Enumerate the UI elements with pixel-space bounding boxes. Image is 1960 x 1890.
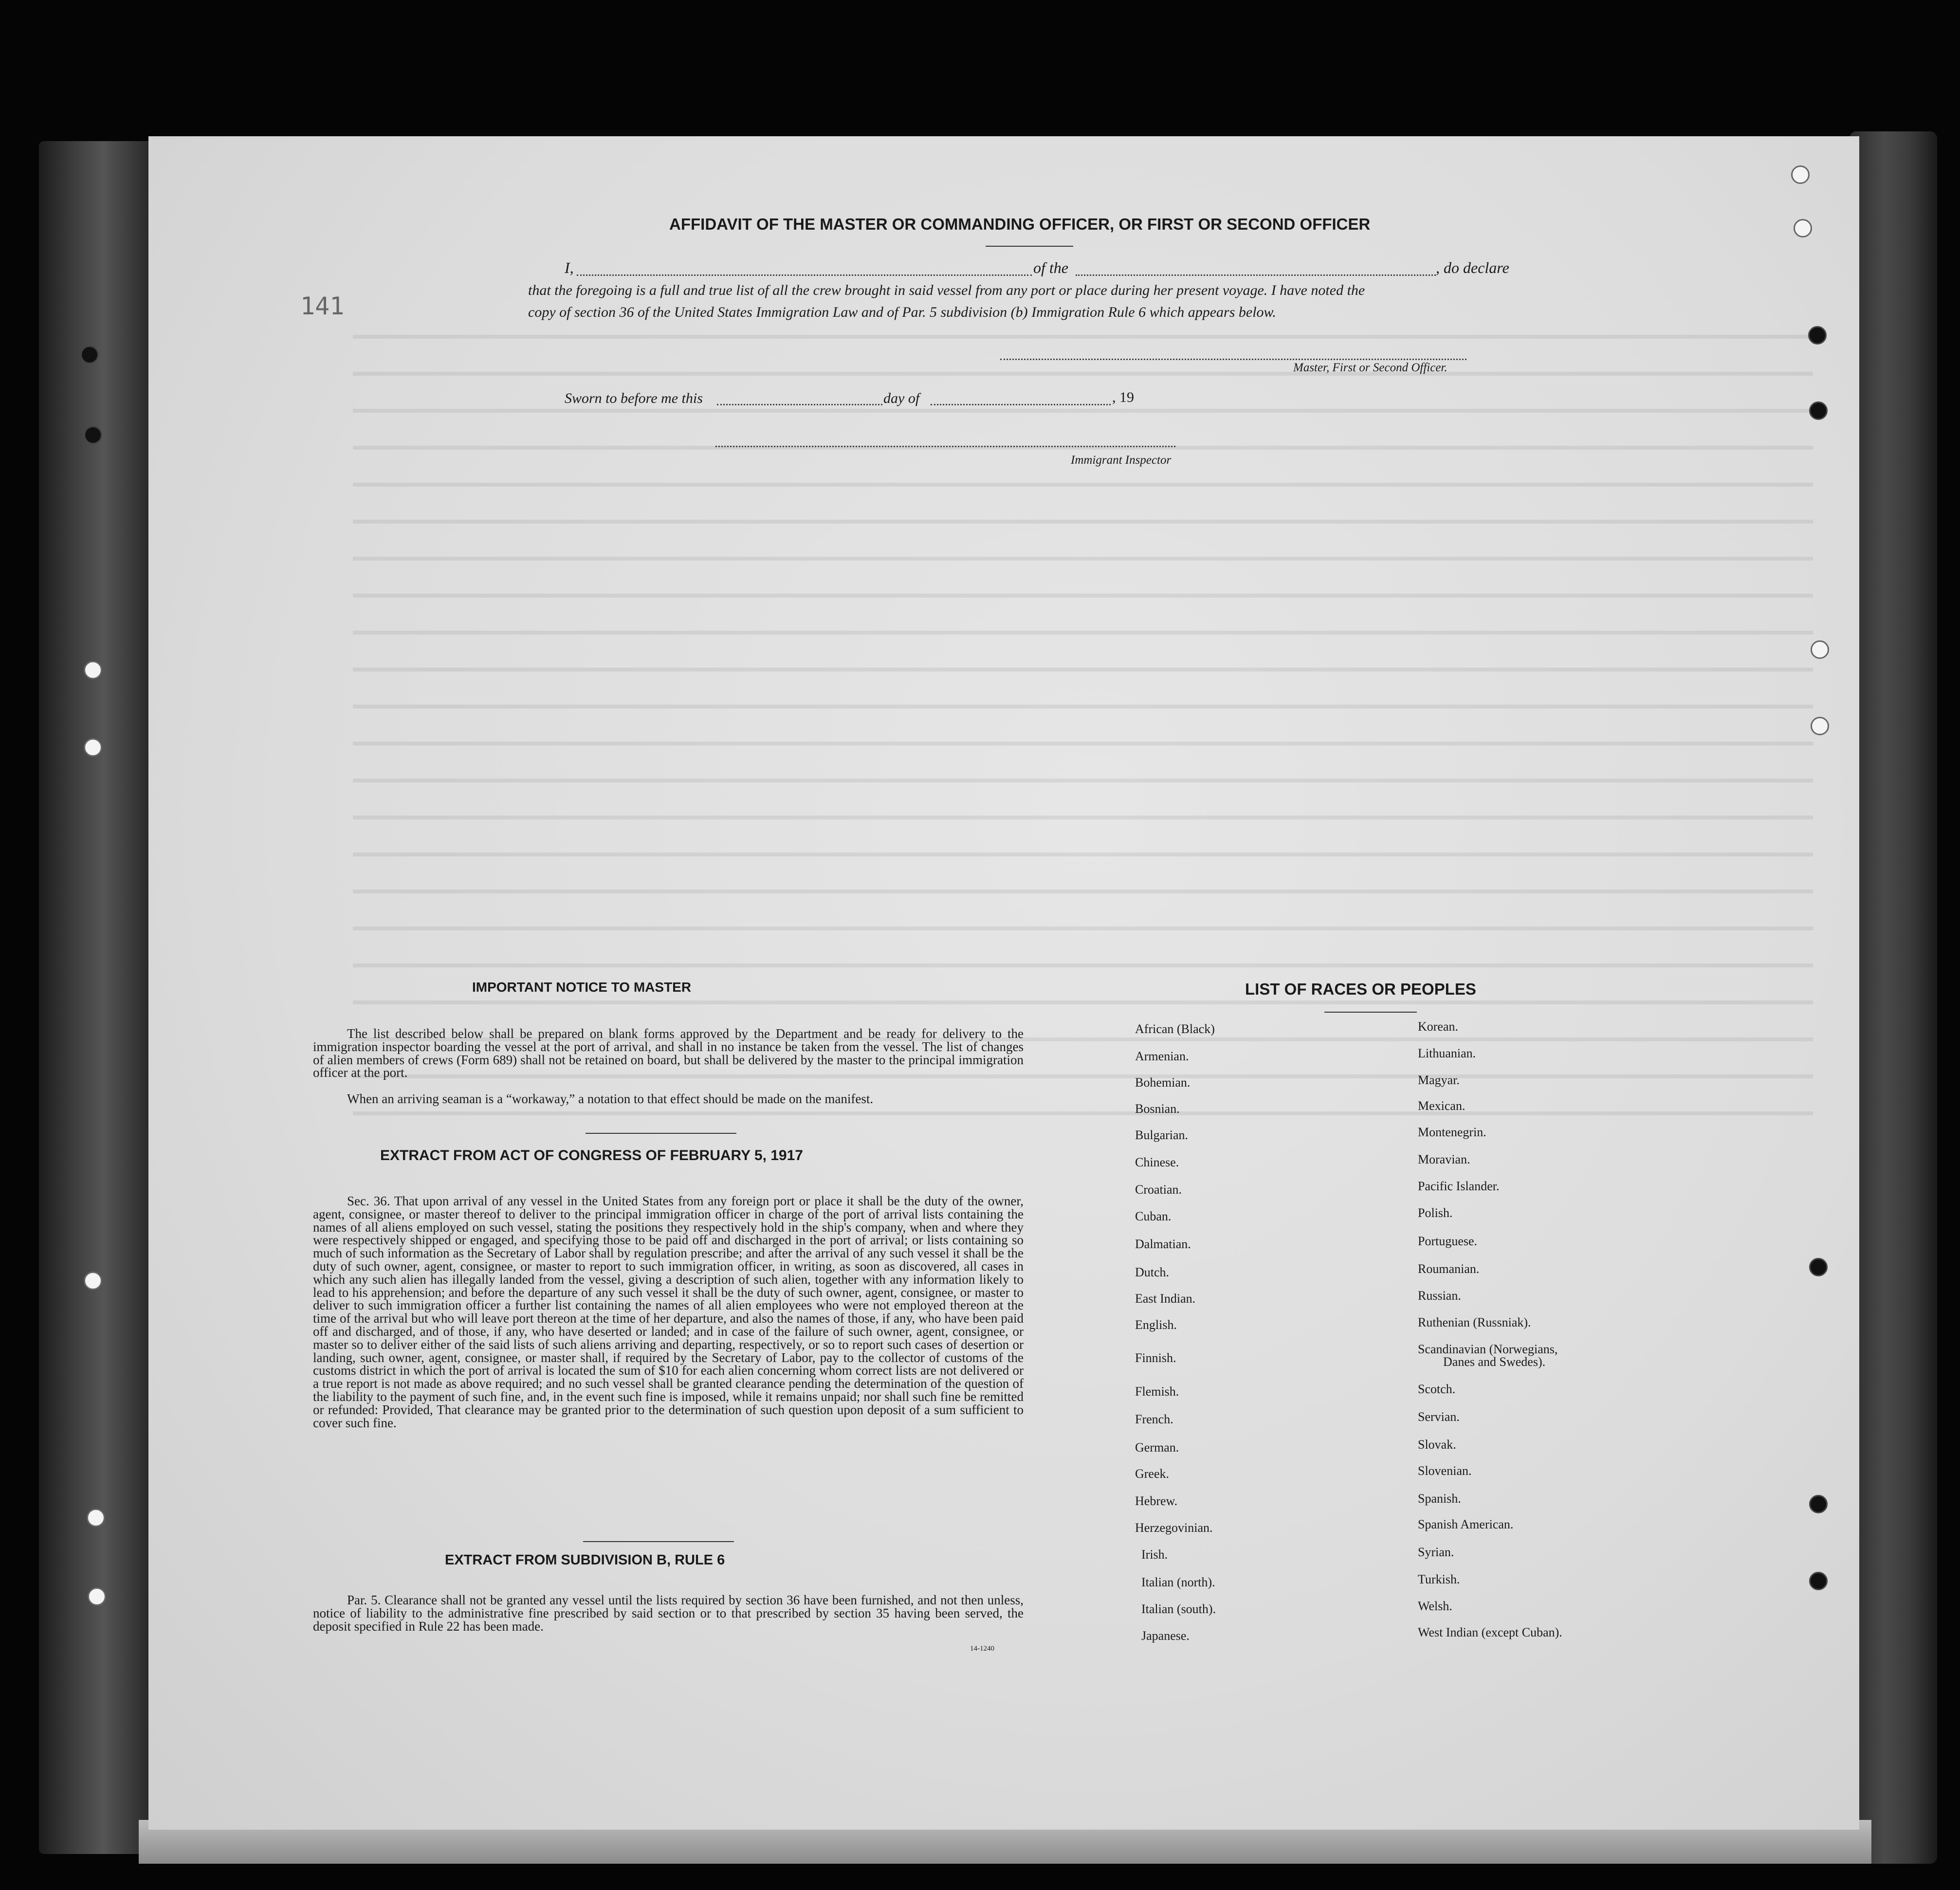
form-number: 14-1240 xyxy=(970,1645,994,1653)
race-item: Scandinavian (Norwegians, xyxy=(1418,1342,1558,1356)
race-item: Danes and Swedes). xyxy=(1443,1355,1546,1369)
race-item: German. xyxy=(1135,1440,1179,1454)
inspector-label: Immigrant Inspector xyxy=(1071,454,1172,467)
binder-hole xyxy=(80,345,99,364)
race-item: Irish. xyxy=(1141,1547,1168,1562)
rule-title: EXTRACT FROM SUBDIVISION B, RULE 6 xyxy=(445,1552,725,1568)
bleed-through-lines xyxy=(353,302,1813,1129)
race-item: Russian. xyxy=(1418,1289,1461,1303)
race-item: Herzegovinian. xyxy=(1135,1521,1213,1535)
binder-right-edge xyxy=(1850,131,1937,1864)
notice-para-2: When an arriving seaman is a “workaway,” a notation to that effect should be made on the manifest. xyxy=(347,1091,874,1106)
year-text: , 19 xyxy=(1112,389,1134,405)
race-item: Pacific Islander. xyxy=(1418,1179,1500,1193)
notice-para-1: The list described below shall be prepared on blank forms approved by the Department and be ready for delivery to the immigration inspector boarding the vessel at the port of arrival, and shall in no instance be taken from the vessel. The list of changes of alien members of crews (Form 689) shall not be retained on board, but shall be delivered by the master to the principal immigration officer at the port. xyxy=(313,1026,1024,1080)
race-item: Italian (south). xyxy=(1141,1602,1216,1616)
section-divider xyxy=(586,1133,736,1134)
race-item: Turkish. xyxy=(1418,1572,1460,1586)
race-item: Magyar. xyxy=(1418,1073,1460,1087)
rule-text: Par. 5. Clearance shall not be granted any vessel until the lists required by section 36 have been furnished, and not then unless, notice of liability to the administrative fine prescribed by said section or to that prescribed by section 35 having been served, the deposit specified in Rule 22 has been made. xyxy=(313,1593,1024,1634)
race-item: Spanish American. xyxy=(1418,1517,1514,1531)
binder-hole xyxy=(1809,1495,1828,1513)
race-item: Greek. xyxy=(1135,1467,1170,1481)
race-item: Moravian. xyxy=(1418,1152,1470,1166)
race-item: Mexican. xyxy=(1418,1099,1465,1113)
race-item: Croatian. xyxy=(1135,1182,1182,1197)
races-title: LIST OF RACES OR PEOPLES xyxy=(1245,980,1476,998)
race-item: Syrian. xyxy=(1418,1545,1454,1559)
binder-hole xyxy=(84,738,102,757)
race-item: Ruthenian (Russniak). xyxy=(1418,1315,1531,1329)
binder-hole xyxy=(1809,1258,1828,1276)
race-item: Finnish. xyxy=(1135,1351,1176,1365)
inspector-signature-line xyxy=(715,446,1175,447)
master-label: Master, First or Second Officer. xyxy=(1293,361,1447,374)
race-item: Spanish. xyxy=(1418,1491,1461,1506)
race-item: Slovenian. xyxy=(1418,1464,1472,1478)
sworn-month-blank xyxy=(931,404,1111,405)
race-item: Lithuanian. xyxy=(1418,1046,1476,1060)
race-item: Chinese. xyxy=(1135,1155,1179,1169)
race-item: Servian. xyxy=(1418,1410,1460,1424)
handwritten-page-number: 141 xyxy=(300,292,345,320)
binder-hole xyxy=(1809,401,1828,420)
affidavit-title: AFFIDAVIT OF THE MASTER OR COMMANDING OFFICER, OR FIRST OR SECOND OFFICER xyxy=(669,215,1371,233)
race-item: East Indian. xyxy=(1135,1291,1196,1306)
binder-hole xyxy=(1794,219,1812,237)
notice-title: IMPORTANT NOTICE TO MASTER xyxy=(472,980,692,995)
race-item: Polish. xyxy=(1418,1206,1453,1220)
vessel-blank xyxy=(1076,274,1436,276)
section-divider xyxy=(583,1541,734,1542)
race-item: African (Black) xyxy=(1135,1022,1215,1036)
race-item: English. xyxy=(1135,1318,1177,1332)
act-title: EXTRACT FROM ACT OF CONGRESS OF FEBRUARY 5, 1917 xyxy=(380,1147,803,1163)
race-item: Dalmatian. xyxy=(1135,1237,1191,1251)
act-text: Sec. 36. That upon arrival of any vessel in the United States from any foreign port or place it shall be the duty of the owner, agent, consignee, or master thereof to deliver to the principal immigration officer in charge of the port of arrival lists containing the names of all aliens employed on such vessel, stating the positions they respectively hold in the ship's company, when and where they were respectively shipped or engaged, and specifying those to be paid off and discharged in the port of arrival; or lists containing so much of such information as the Secretary of Labor shall by regulation prescribe; and after the arrival of any such vessel it shall be the duty of such owner, agent, consignee, or master to report to such immigration officer, in writing, as soon as discovered, all cases in which any such alien has illegally landed from the vessel, giving a description of such alien, together with any information likely to lead to his apprehension; and before the departure of any such vessel it shall be the duty of such owner, agent, consignee, or master to deliver to such immigration officer a further list containing the names of all alien employees who were not employed thereon at the time of the arrival but who will leave port thereon at the time of her departure, and also the names of those, if any, who have been paid off and discharged, and of those, if any, who have deserted or landed; and in case of the failure of such owner, agent, consignee, or master so to deliver either of the said lists of such aliens arriving and departing, respectively, or so to report such cases of desertion or landing, such owner, agent, consignee, or master shall, if required by the Secretary of Labor, pay to the collector of customs of the customs district in which the port of arrival is located the sum of $10 for each alien concerning whom correct lists are not delivered or a true report is not made as above required; and no such vessel shall be granted clearance pending the determination of the question of the liability to the payment of such fine, and, in the event such fine is imposed, while it remains unpaid; nor shall such fine be remitted or refunded: Provided, That clearance may be granted prior to the determination of such question upon deposit of a sum sufficient to cover such fine. xyxy=(313,1194,1024,1430)
race-item: Bohemian. xyxy=(1135,1075,1191,1090)
affidavit-of-the: of the xyxy=(1033,259,1068,276)
race-item: Korean. xyxy=(1418,1019,1459,1034)
race-item: Armenian. xyxy=(1135,1049,1189,1063)
race-item: Welsh. xyxy=(1418,1599,1452,1613)
binder-hole xyxy=(84,426,102,444)
race-item: Bulgarian. xyxy=(1135,1128,1189,1142)
race-item: West Indian (except Cuban). xyxy=(1418,1625,1562,1639)
binder-hole xyxy=(1808,326,1827,345)
binder-hole xyxy=(1811,717,1829,735)
race-item: Italian (north). xyxy=(1141,1575,1215,1589)
name-blank xyxy=(577,274,1032,276)
affidavit-line2: that the foregoing is a full and true list of all the crew brought in said vessel from any port or place during her present voyage. I have noted the xyxy=(528,282,1365,298)
binder-hole xyxy=(1791,165,1810,184)
race-item: French. xyxy=(1135,1412,1173,1426)
day-of-text: day of xyxy=(883,390,920,406)
binder-hole xyxy=(1811,640,1829,659)
master-signature-line xyxy=(1000,359,1466,360)
race-item: Montenegrin. xyxy=(1418,1125,1486,1139)
race-item: Cuban. xyxy=(1135,1209,1172,1223)
affidavit-line3: copy of section 36 of the United States Immigration Law and of Par. 5 subdivision (b) Immigration Rule 6 which appears below. xyxy=(528,304,1276,320)
sworn-text: Sworn to before me this xyxy=(565,390,703,406)
race-item: Slovak. xyxy=(1418,1437,1456,1452)
race-item: Japanese. xyxy=(1141,1629,1190,1643)
race-item: Scotch. xyxy=(1418,1382,1456,1396)
race-item: Flemish. xyxy=(1135,1384,1179,1399)
race-item: Hebrew. xyxy=(1135,1494,1178,1508)
race-item: Roumanian. xyxy=(1418,1262,1480,1276)
race-item: Portuguese. xyxy=(1418,1234,1478,1248)
race-item: Bosnian. xyxy=(1135,1102,1180,1116)
sworn-day-blank xyxy=(717,404,882,405)
title-underline xyxy=(986,246,1073,247)
binder-hole xyxy=(87,1508,105,1527)
binder-hole xyxy=(88,1587,106,1606)
affidavit-declare: , do declare xyxy=(1436,259,1509,276)
manifest-page xyxy=(148,136,1859,1830)
affidavit-i: I, xyxy=(565,259,574,276)
binder-hole xyxy=(84,1272,102,1290)
races-title-underline xyxy=(1324,1012,1417,1013)
binder-hole xyxy=(1809,1572,1828,1590)
race-item: Dutch. xyxy=(1135,1265,1170,1279)
binder-hole xyxy=(84,661,102,679)
